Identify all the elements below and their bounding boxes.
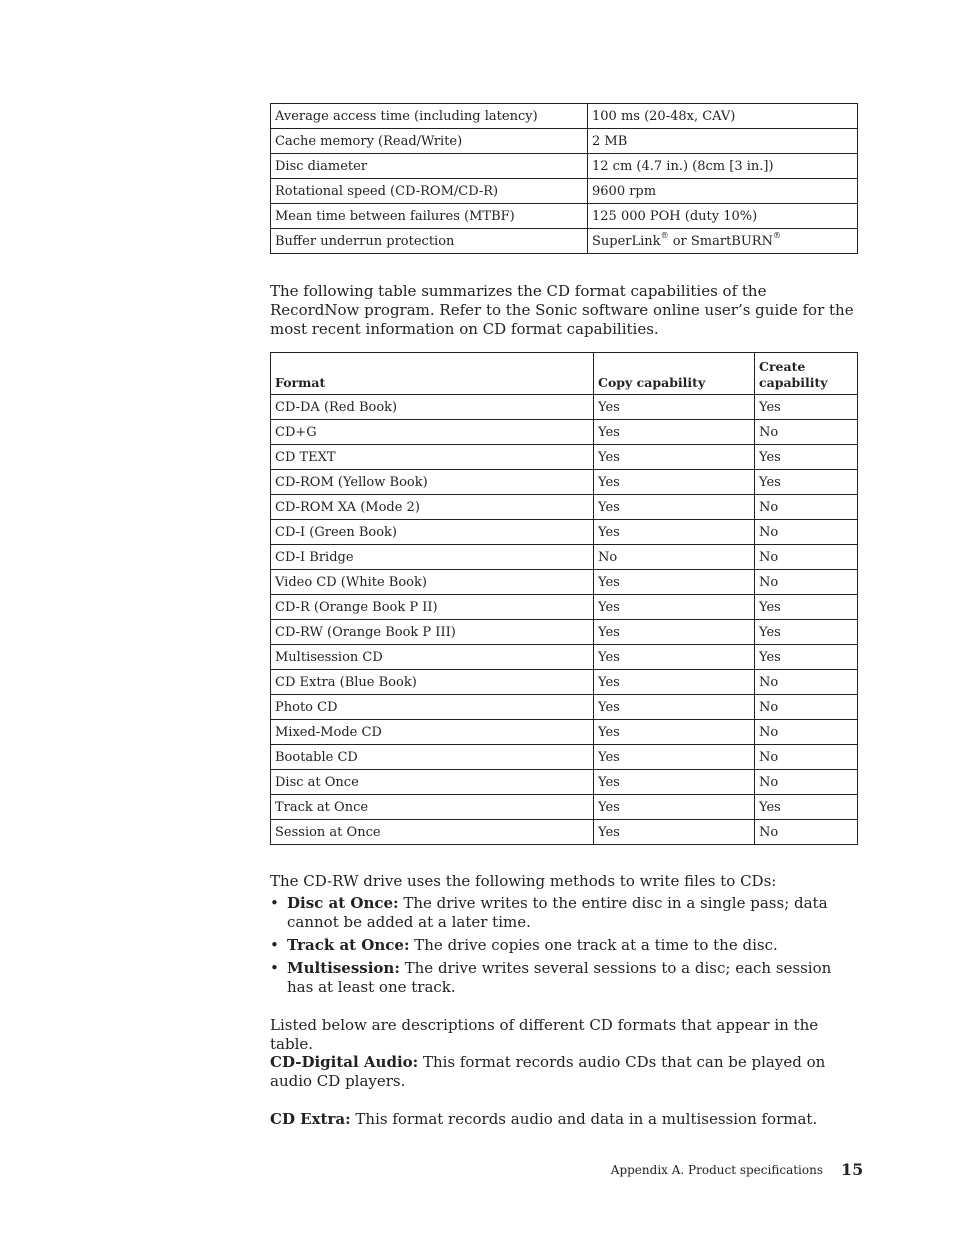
copy-capability-cell: Yes: [594, 645, 755, 670]
copy-capability-cell: Yes: [594, 795, 755, 820]
bullet-icon: •: [270, 959, 279, 977]
create-capability-cell: No: [755, 770, 858, 795]
copy-capability-cell: Yes: [594, 570, 755, 595]
table-row: [271, 154, 858, 179]
create-capability-cell: Yes: [755, 795, 858, 820]
copy-capability-cell: Yes: [594, 670, 755, 695]
intro-paragraph: The following table summarizes the CD format capabilities of the RecordNow program. Refer to the Sonic software online user’s guide for the most recent information on CD format capabilities.: [270, 282, 854, 338]
create-capability-cell: Yes: [755, 620, 858, 645]
spec-value: 125 000 POH (duty 10%): [588, 204, 858, 229]
table-row: [271, 670, 858, 695]
format-cell: CD-ROM (Yellow Book): [271, 470, 594, 495]
table-row: [271, 595, 858, 620]
format-cell: CD-RW (Orange Book P III): [271, 620, 594, 645]
spec-value: 2 MB: [588, 129, 858, 154]
create-capability-cell: Yes: [755, 595, 858, 620]
create-capability-cell: Yes: [755, 470, 858, 495]
format-cell: CD TEXT: [271, 445, 594, 470]
table-row: [271, 179, 858, 204]
method-term: Track at Once:: [287, 936, 410, 954]
copy-capability-cell: Yes: [594, 395, 755, 420]
table-row: [271, 820, 858, 845]
method-text: The drive writes to the entire disc in a single pass; data cannot be added at a later time.: [287, 894, 828, 931]
copy-capability-cell: Yes: [594, 520, 755, 545]
spec-value: 12 cm (4.7 in.) (8cm [3 in.]): [588, 154, 858, 179]
bullet-icon: •: [270, 894, 279, 912]
table-row: [271, 570, 858, 595]
methods-intro: The CD-RW drive uses the following methods to write files to CDs:: [270, 872, 777, 890]
table-row: [271, 229, 858, 254]
table-row: [271, 395, 858, 420]
table-row: [271, 745, 858, 770]
format-cell: CD-I (Green Book): [271, 520, 594, 545]
spec-label: Buffer underrun protection: [271, 229, 588, 254]
create-capability-cell: No: [755, 495, 858, 520]
format-cell: CD-R (Orange Book P II): [271, 595, 594, 620]
copy-capability-cell: No: [594, 545, 755, 570]
format-cell: Multisession CD: [271, 645, 594, 670]
definition-text: This format records audio and data in a multisession format.: [350, 1110, 818, 1128]
format-cell: CD+G: [271, 420, 594, 445]
column-header-copy: Copy capability: [594, 353, 755, 395]
spec-label: Mean time between failures (MTBF): [271, 204, 588, 229]
format-cell: Disc at Once: [271, 770, 594, 795]
method-term: Multisession:: [287, 959, 400, 977]
copy-capability-cell: Yes: [594, 420, 755, 445]
column-header-format: Format: [271, 353, 594, 395]
copy-capability-cell: Yes: [594, 720, 755, 745]
registered-mark: ®: [772, 230, 781, 240]
create-capability-cell: No: [755, 695, 858, 720]
format-cell: Video CD (White Book): [271, 570, 594, 595]
definition-cd-extra: [270, 1110, 860, 1129]
table-row: [271, 645, 858, 670]
copy-capability-cell: Yes: [594, 495, 755, 520]
footer-section-title: Appendix A. Product specifications: [610, 1163, 823, 1177]
create-capability-cell: No: [755, 745, 858, 770]
method-text: The drive copies one track at a time to the disc.: [409, 936, 778, 954]
spec-label: Average access time (including latency): [271, 104, 588, 129]
spec-label: Disc diameter: [271, 154, 588, 179]
method-term: Disc at Once:: [287, 894, 399, 912]
copy-capability-cell: Yes: [594, 695, 755, 720]
table-row: [271, 129, 858, 154]
table-row: [271, 445, 858, 470]
create-capability-cell: No: [755, 520, 858, 545]
table-row: [271, 495, 858, 520]
create-capability-cell: No: [755, 720, 858, 745]
copy-capability-cell: Yes: [594, 620, 755, 645]
create-capability-cell: No: [755, 420, 858, 445]
superlink-text: SuperLink: [592, 233, 661, 249]
format-cell: CD Extra (Blue Book): [271, 670, 594, 695]
definition-cd-digital-audio: [270, 1053, 860, 1091]
copy-capability-cell: Yes: [594, 745, 755, 770]
copy-capability-cell: Yes: [594, 770, 755, 795]
formats-table: [270, 352, 858, 845]
format-cell: Mixed-Mode CD: [271, 720, 594, 745]
page-number: 15: [841, 1160, 864, 1179]
spec-label: Rotational speed (CD-ROM/CD-R): [271, 179, 588, 204]
table-row: [271, 470, 858, 495]
definition-text: This format records audio CDs that can be played on audio CD players.: [270, 1053, 826, 1090]
specs-table: [270, 103, 858, 254]
table-row: [271, 204, 858, 229]
create-capability-cell: No: [755, 545, 858, 570]
format-cell: CD-DA (Red Book): [271, 395, 594, 420]
create-capability-cell: No: [755, 670, 858, 695]
copy-capability-cell: Yes: [594, 595, 755, 620]
bullet-icon: •: [270, 936, 279, 954]
create-capability-cell: Yes: [755, 445, 858, 470]
copy-capability-cell: Yes: [594, 445, 755, 470]
create-capability-cell: Yes: [755, 645, 858, 670]
copy-capability-cell: Yes: [594, 470, 755, 495]
table-row: [271, 520, 858, 545]
list-item: [270, 936, 860, 955]
table-row: [271, 795, 858, 820]
list-item: [270, 959, 860, 997]
spec-value: 100 ms (20-48x, CAV): [588, 104, 858, 129]
table-row: [271, 545, 858, 570]
smartburn-text: or SmartBURN: [668, 233, 773, 249]
methods-list: [270, 894, 860, 1001]
format-cell: Photo CD: [271, 695, 594, 720]
descriptions-intro: Listed below are descriptions of different CD formats that appear in the table.: [270, 1016, 819, 1053]
table-row: [271, 104, 858, 129]
formats-body: [271, 395, 858, 845]
spec-value: 9600 rpm: [588, 179, 858, 204]
create-capability-cell: Yes: [755, 395, 858, 420]
table-row: [271, 720, 858, 745]
method-text: The drive writes several sessions to a disc; each session has at least one track.: [287, 959, 832, 996]
table-row: [271, 620, 858, 645]
table-header-row: [271, 353, 858, 395]
table-row: [271, 695, 858, 720]
registered-mark: ®: [660, 230, 669, 240]
spec-value: [588, 229, 858, 254]
copy-capability-cell: Yes: [594, 820, 755, 845]
definition-term: CD Extra:: [270, 1110, 351, 1128]
format-cell: Bootable CD: [271, 745, 594, 770]
list-item: [270, 894, 860, 932]
table-row: [271, 770, 858, 795]
create-capability-cell: No: [755, 820, 858, 845]
format-cell: CD-I Bridge: [271, 545, 594, 570]
definition-term: CD-Digital Audio:: [270, 1053, 419, 1071]
format-cell: Session at Once: [271, 820, 594, 845]
spec-label: Cache memory (Read/Write): [271, 129, 588, 154]
column-header-create: Create capability: [755, 353, 858, 395]
table-row: [271, 420, 858, 445]
create-capability-cell: No: [755, 570, 858, 595]
format-cell: CD-ROM XA (Mode 2): [271, 495, 594, 520]
format-cell: Track at Once: [271, 795, 594, 820]
